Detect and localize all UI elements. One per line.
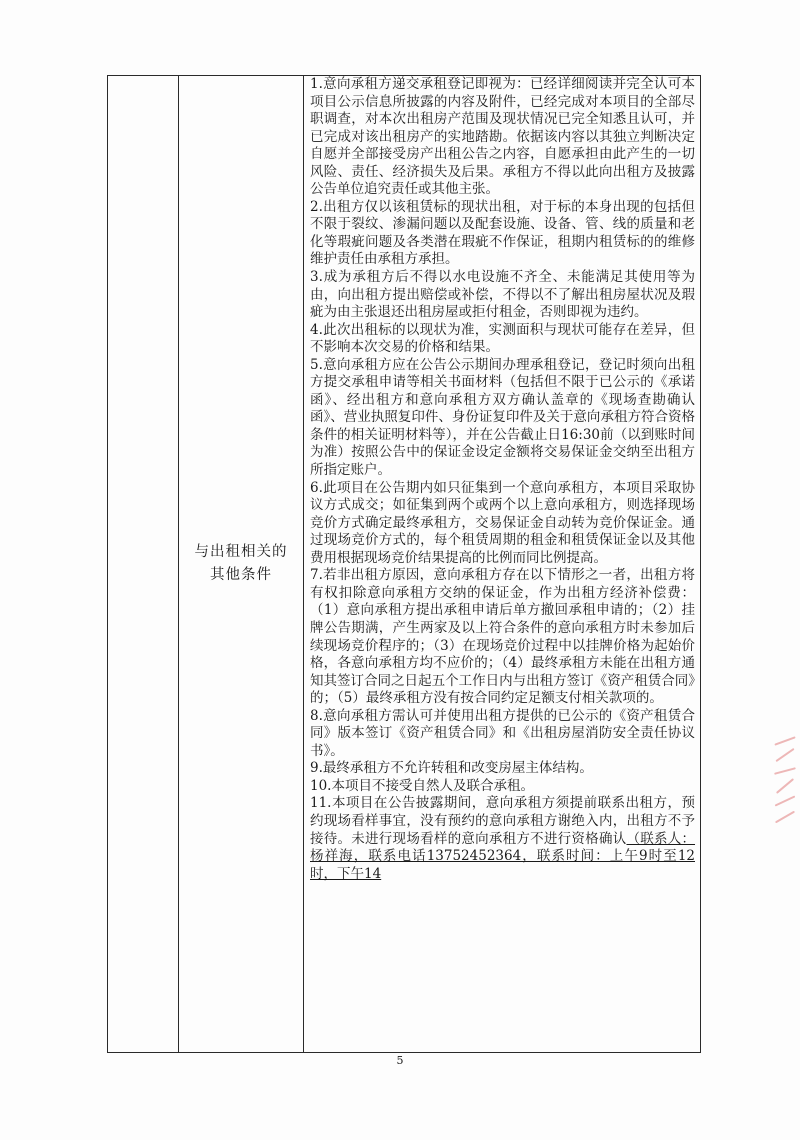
- p11-text: 11.本项目在公告披露期间，意向承租方须提前联系出租方，预约现场看样事宜，没有预约的意向承租方谢绝入内，出租方不予接待。未进行现场看样的意向承租方不进行资格确认: [310, 795, 695, 847]
- table-row: [108, 76, 701, 1053]
- condition-paragraph-8: 8.意向承租方需认可并使用出租方提供的已公示的《资产租赁合同》版本签订《资产租赁合同》和《出租房屋消防安全责任协议书》。: [310, 707, 695, 759]
- conditions-content-cell: [304, 76, 701, 1053]
- page-number: 5: [396, 1054, 404, 1067]
- row-label-line1: 与出租相关的: [194, 544, 288, 560]
- p11-contact-underlined: （联系人：杨祥海，联系电话13752452364，联系时间：上午9时至12时，下午14: [310, 830, 696, 882]
- conditions-table: [107, 75, 701, 1053]
- condition-paragraph-7: 7.若非出租方原因，意向承租方存在以下情形之一者，出租方将有权扣除意向承租方交纳的保证金，作为出租方经济补偿费：（1）意向承租方提出承租申请后单方撤回承租申请的；（2）挂牌公告期满，产生两家及以上符合条件的意向承租方时未参加后续现场竞价程序的；（3）在现场竞价过程中以挂牌价格为起始价格，各意向承租方均不应价的；（4）最终承租方未能在出租方通知其签订合同之日起五个工作日内与出租方签订《资产租赁合同》的；（5）最终承租方没有按合同约定足额支付相关款项的。: [310, 567, 695, 707]
- condition-paragraph-1: 1.意向承租方递交承租登记即视为：已经详细阅读并完全认可本项目公示信息所披露的内容及附件，已经完成对本项目的全部尽职调查，对本次出租房产范围及现状情况已完全知悉且认可，并已完成对该出租房产的实地踏勘。依据该内容以其独立判断决定自愿并全部接受房产出租公告之内容，自愿承担由此产生的一切风险、责任、经济损失及后果。承租方不得以此向出租方及披露公告单位追究责任或其他主张。: [310, 76, 695, 198]
- condition-paragraph-3: 3.成为承租方后不得以水电设施不齐全、未能满足其使用等为由，向出租方提出赔偿或补偿，不得以不了解出租房屋状况及瑕疵为由主张退还出租房屋或拒付租金，否则即视为违约。: [310, 269, 695, 321]
- condition-paragraph-5: 5.意向承租方应在公告公示期间办理承租登记，登记时须向出租方提交承租申请等相关书面材料（包括但不限于已公示的《承诺函》、经出租方和意向承租方双方确认盖章的《现场查勘确认函》、营业执照复印件、身份证复印件及关于意向承租方符合资格条件的相关证明材料等），并在公告截止日16:30前（以到账时间为准）按照公告中的保证金设定金额将交易保证金交纳至出租方所指定账户。: [310, 356, 695, 479]
- condition-paragraph-9: 9.最终承租方不允许转租和改变房屋主体结构。: [310, 760, 593, 777]
- seal-stamp-fragment: [770, 730, 800, 830]
- condition-paragraph-2: 2.出租方仅以该租赁标的现状出租，对于标的本身出现的包括但不限于裂纹、渗漏问题以及配套设施、设备、管、线的质量和老化等瑕疵问题及各类潜在瑕疵不作保证，租期内租赁标的的维修维护责任由承租方承担。: [310, 198, 695, 268]
- row-label-line2: 其他条件: [210, 567, 272, 583]
- condition-paragraph-11: [310, 795, 695, 883]
- row-label-cell: [179, 76, 304, 1053]
- blank-cell: [108, 76, 179, 1053]
- condition-paragraph-6: 6.此项目在公告期内如只征集到一个意向承租方，本项目采取协议方式成交；如征集到两个或两个以上意向承租方，则选择现场竞价方式确定最终承租方，交易保证金自动转为竞价保证金。通过现场竞价方式的，每个租赁周期的租金和租赁保证金以及其他费用根据现场竞价结果提高的比例而同比例提高。: [310, 479, 695, 566]
- condition-paragraph-4: 4.此次出租标的以现状为准，实测面积与现状可能存在差异，但不影响本次交易的价格和结果。: [310, 321, 695, 356]
- conditions-body: [304, 76, 700, 1052]
- condition-paragraph-10: 10.本项目不接受自然人及联合承租。: [310, 777, 534, 794]
